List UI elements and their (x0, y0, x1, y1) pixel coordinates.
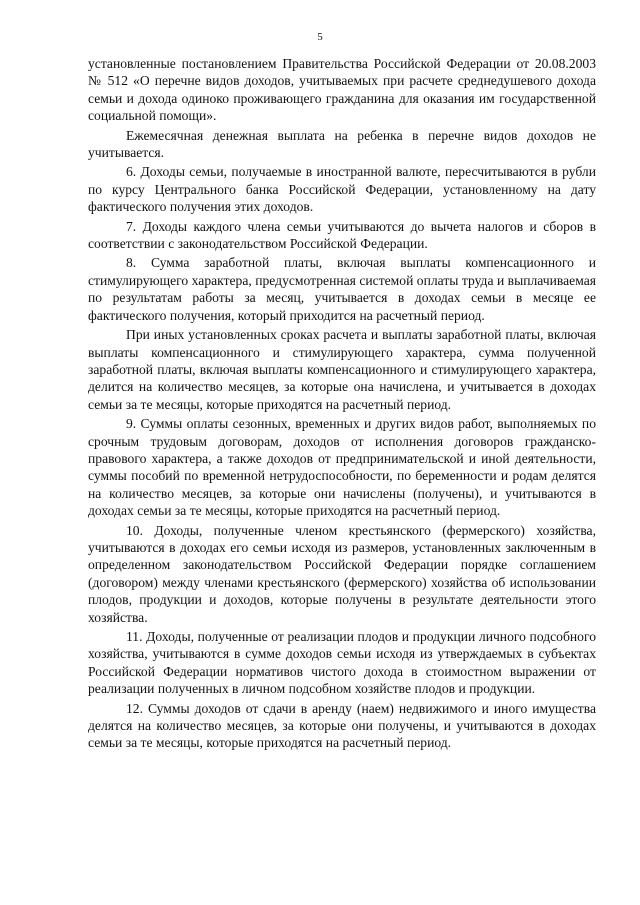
paragraph-item-10: 10. Доходы, полученные членом крестьянского (фермерского) хозяйства, учитываются в доходах его семьи исходя из размеров, установленных заключенным в определенном законодательством Российской Федерации порядке соглашением (договором) между членами крестьянского (фермерского) хозяйства об использовании плодов, продукции и доходов, которые получены в результате деятельности этого хозяйства. (88, 522, 596, 625)
paragraph-item-7: 7. Доходы каждого члена семьи учитываются до вычета налогов и сборов в соответствии с законодательством Российской Федерации. (88, 218, 596, 252)
paragraph-item-12: 12. Суммы доходов от сдачи в аренду (наем) недвижимого и иного имущества делятся на количество месяцев, за которые они получены, и учитываются в доходах семьи за те месяцы, которые приходятся на расчетный период. (88, 700, 596, 751)
paragraph-item-8: 8. Сумма заработной платы, включая выплаты компенсационного и стимулирующего характера, предусмотренная системой оплаты труда и выплачиваемая по результатам работы за месяц, учитывается в доходах семьи в месяце ее фактического получения, который приходится на расчетный период. (88, 255, 596, 323)
page-number: 5 (317, 31, 323, 43)
document-body (88, 55, 596, 754)
paragraph-item-8-continued: При иных установленных сроках расчета и выплаты заработной платы, включая выплаты компенсационного и стимулирующего характера, сумма полученной заработной платы, включая выплаты компенсационного и стимулирующего характера, делится на количество месяцев, за которые она начислена, и учитывается в доходах семьи за те месяцы, которые приходятся на расчетный период. (88, 327, 596, 412)
paragraph-item-6: 6. Доходы семьи, получаемые в иностранной валюте, пересчитываются в рубли по курсу Центрального банка Российской Федерации, установленному на дату фактического получения этих доходов. (88, 164, 596, 215)
paragraph-item-11: 11. Доходы, полученные от реализации плодов и продукции личного подсобного хозяйства, учитываются в сумме доходов семьи исходя из утверждаемых в субъектах Российской Федерации нормативов чистого дохода в стоимостном выражении от реализации полученных в личном подсобном хозяйстве плодов и продукции. (88, 629, 596, 697)
paragraph-item-9: 9. Суммы оплаты сезонных, временных и других видов работ, выполняемых по срочным трудовым договорам, доходов от исполнения договоров гражданско-правового характера, а также доходов от предпринимательской и иной деятельности, суммы пособий по временной нетрудоспособности, по беременности и родам делятся на количество месяцев, за которые они начислены (получены), и учитываются в доходах семьи за те месяцы, которые приходятся на расчетный период. (88, 416, 596, 519)
paragraph-monthly-payment-note: Ежемесячная денежная выплата на ребенка в перечне видов доходов не учитывается. (88, 127, 596, 161)
paragraph-continuation: установленные постановлением Правительства Российской Федерации от 20.08.2003 № 512 «О перечне видов доходов, учитываемых при расчете среднедушевого дохода семьи и дохода одиноко проживающего гражданина для оказания им государственной социальной помощи». (88, 56, 596, 124)
